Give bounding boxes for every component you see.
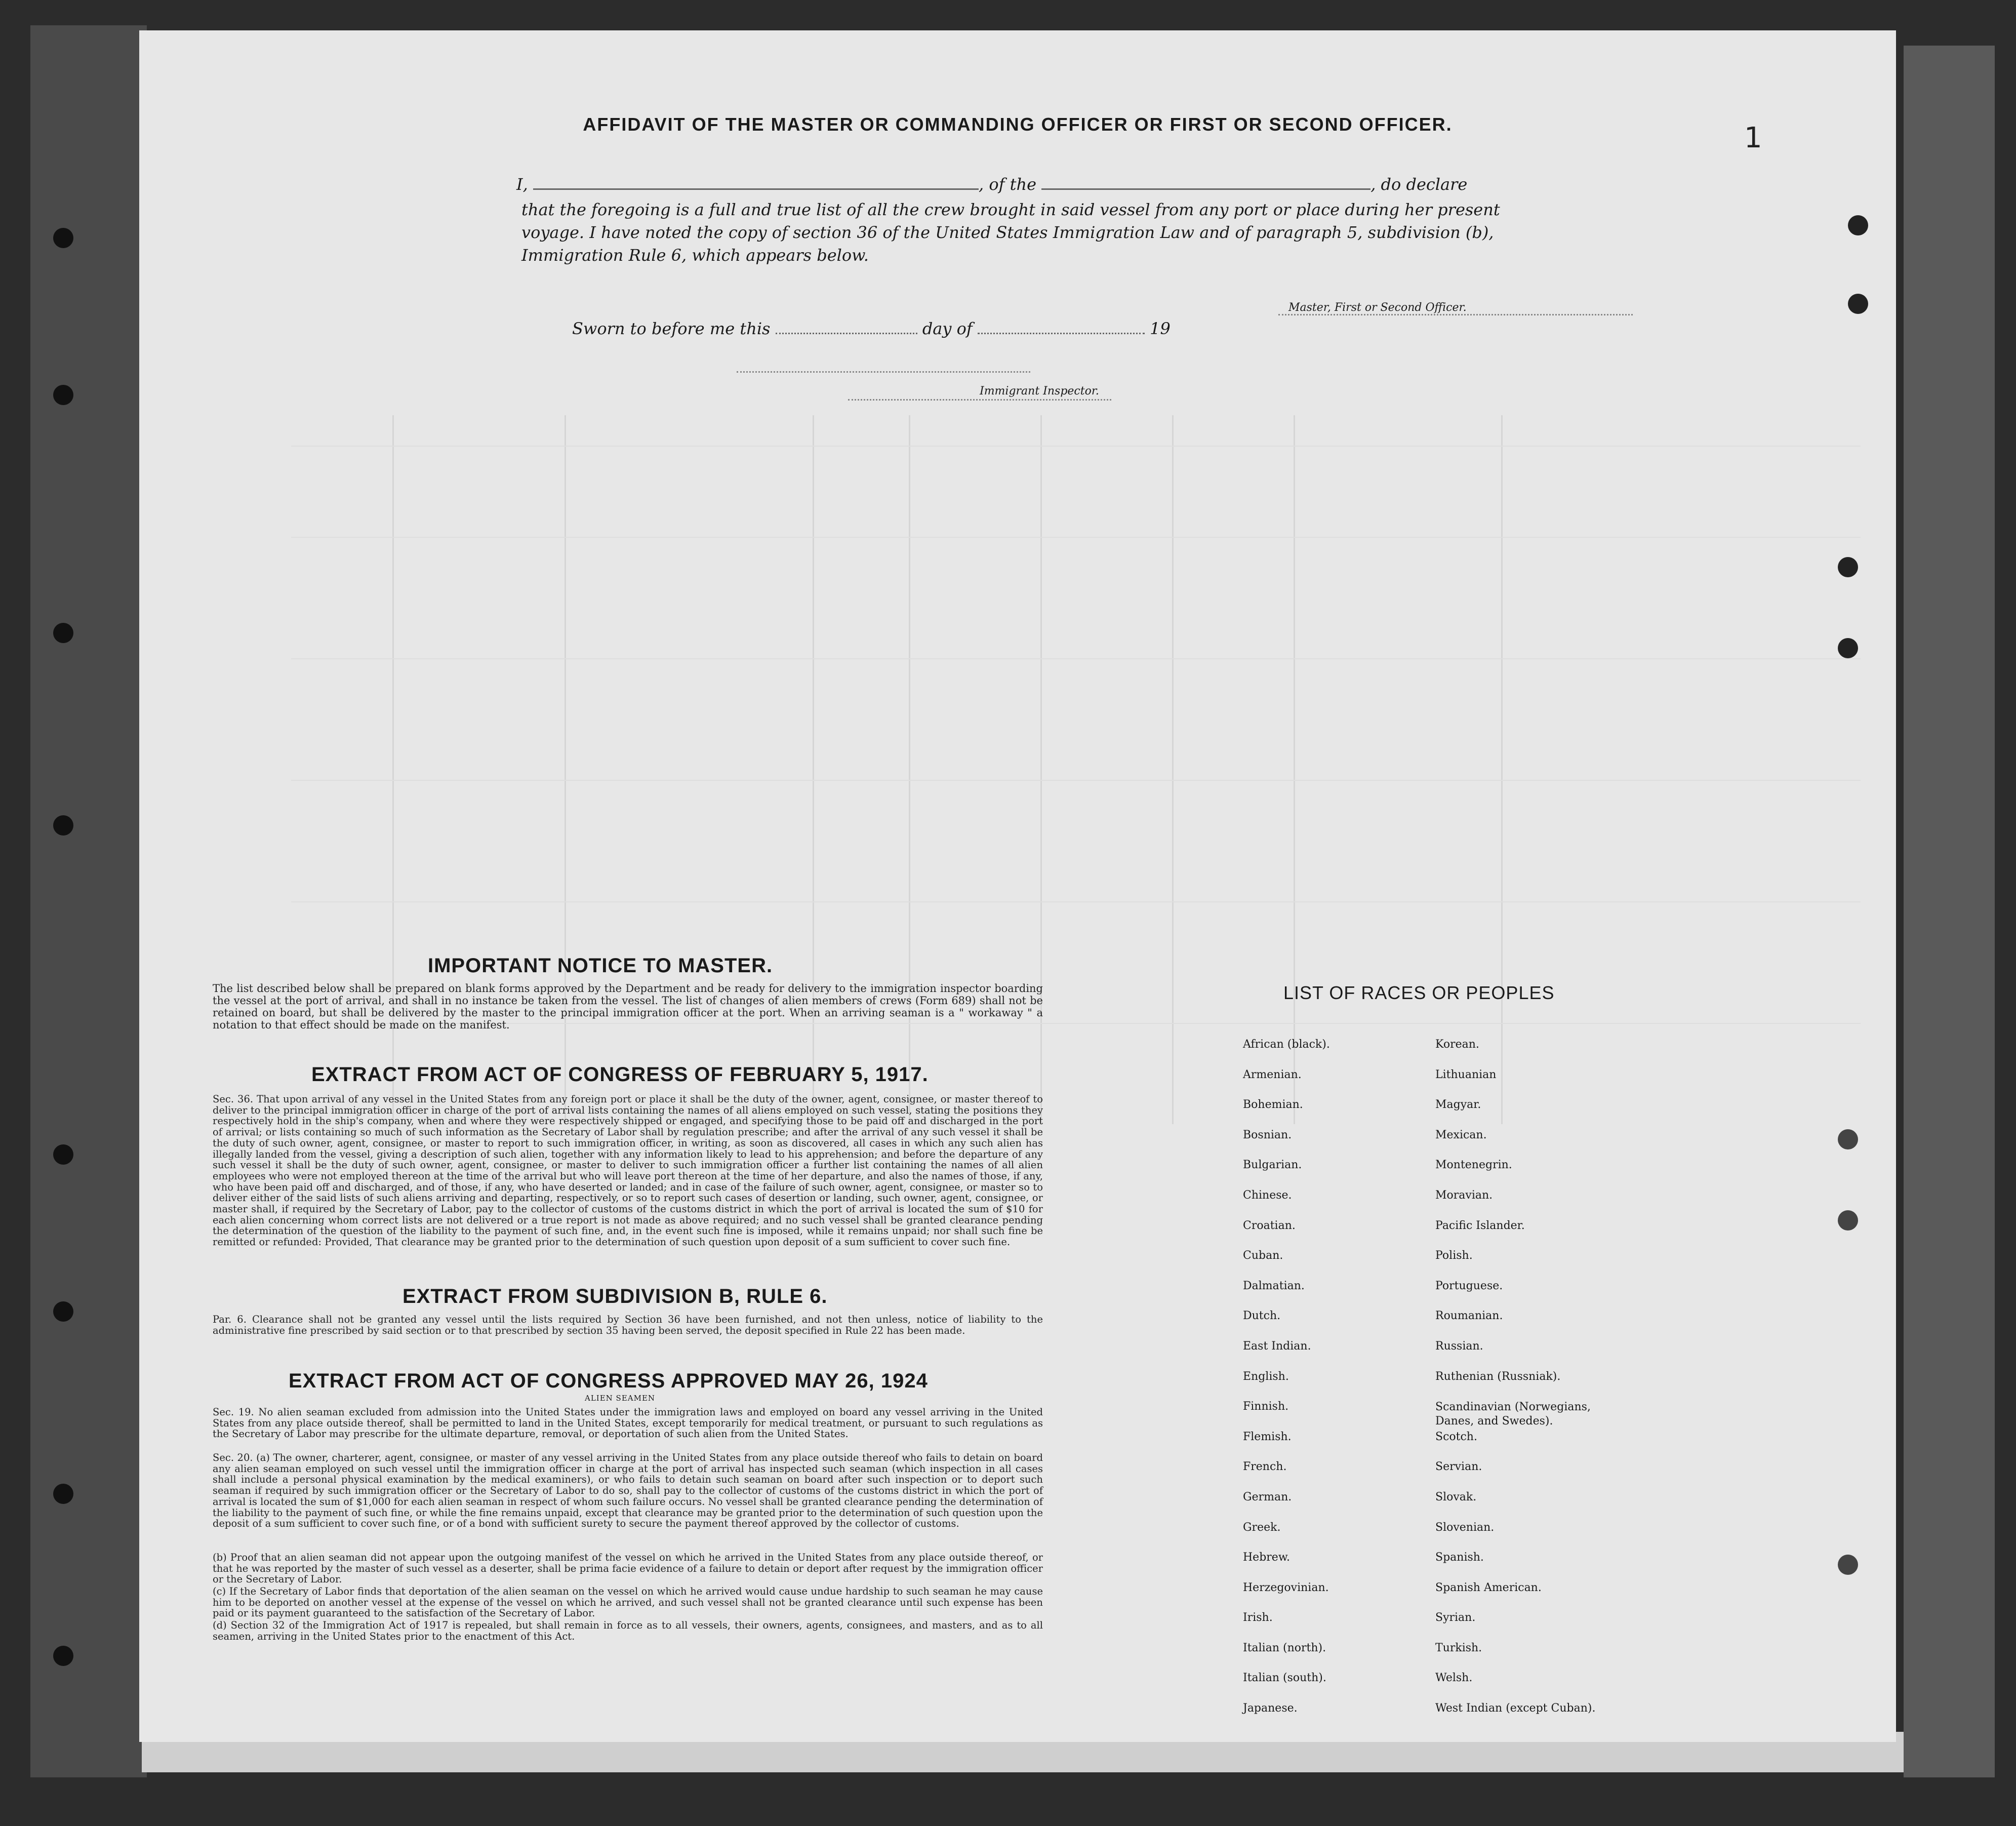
sworn-month-blank (978, 333, 1145, 334)
affidavit-line-3: voyage. I have noted the copy of section 36 of the United States Immigration Law and of paragraph 5, subdivision (b), (521, 223, 1494, 242)
extract-1924-sec20b: (b) Proof that an alien seaman did not appear upon the outgoing manifest of the vessel on which he arrived in the United States from any place outside thereof, or that he was reported by the master of such vessel as a deserter, shall be prima facie evidence of a failure to detain or deport after request by the immigration officer or the Secretary of Labor. (213, 1552, 1043, 1585)
race-item: Portuguese. (1435, 1279, 1503, 1292)
extract-1924-sec20c: (c) If the Secretary of Labor finds that deportation of the alien seaman on the vessel on which he arrived would cause undue hardship to such seaman he may cause him to be deported on another vessel at the expense of the vessel on which he arrived, and such vessel shall not be granted clearance until such expense has been paid or its payment guaranteed to the satisfaction of the Secretary of Labor. (213, 1585, 1043, 1619)
race-item: Greek. (1243, 1521, 1281, 1534)
race-item: Chinese. (1243, 1188, 1292, 1202)
race-item: West Indian (except Cuban). (1435, 1702, 1596, 1715)
race-item: Finnish. (1243, 1400, 1289, 1413)
race-item: Magyar. (1435, 1098, 1481, 1112)
race-item: Roumanian. (1435, 1309, 1503, 1323)
race-item: Pacific Islander. (1435, 1219, 1525, 1232)
corner-mark: 1 (1744, 122, 1762, 154)
race-item: German. (1243, 1490, 1292, 1503)
notice-title: IMPORTANT NOTICE TO MASTER. (428, 955, 773, 977)
sworn-text: Sworn to before me this (572, 319, 771, 338)
race-item: Slovak. (1435, 1490, 1477, 1503)
affidavit-of-the: , of the (978, 175, 1037, 194)
binder-hole (53, 815, 73, 836)
binder-strip (30, 25, 147, 1777)
inspector-signature-line-2 (848, 399, 1111, 401)
race-item: East Indian. (1243, 1339, 1311, 1353)
extract-1924-subtitle: ALIEN SEAMEN (585, 1394, 656, 1403)
race-item: Flemish. (1243, 1430, 1292, 1443)
race-item: Montenegrin. (1435, 1159, 1512, 1172)
master-name-blank (533, 188, 979, 190)
race-item: Russian. (1435, 1339, 1483, 1353)
race-item: Lithuanian (1435, 1068, 1497, 1081)
extract-1924-sec20a: Sec. 20. (a) The owner, charterer, agent, consignee, or master of any vessel arriving in the United States from any place outside thereof who fails to detain on board any alien seaman employed on such vessel until the immigration officer in charge at the port of arrival has inspected such seaman (which inspection in all cases shall include a personal physical examination by the medical examiners), or who fails to detain such seaman on board after such inspection or to deport such seaman if required by such immigration officer or the Secretary of Labor to do so, shall pay to the collector of customs of the customs district in which the port of arrival is located the sum of $1,000 for each alien seaman in respect of whom such failure occurs. No vessel shall be granted clearance pending the determination of the liability to the payment of such fine, or while the fine remains unpaid, except that clearance may be granted prior to the determination of such question upon the deposit of a sum sufficient to cover such fine, or of a bond with sufficient surety to secure the payment thereof approved by the collector of customs. (213, 1452, 1043, 1530)
vessel-name-blank (1041, 188, 1370, 190)
binder-hole (1848, 215, 1868, 235)
inspector-signature-line-1 (737, 371, 1030, 373)
subdivision-b-text: Par. 6. Clearance shall not be granted any vessel until the lists required by Section 36 have been furnished, and not then unless, notice of liability to the administrative fine prescribed by said section or to that prescribed by section 35 having been served, the deposit specified in Rule 22 has been made. (213, 1314, 1043, 1336)
race-item: Moravian. (1435, 1188, 1493, 1202)
binder-hole (1838, 1129, 1858, 1149)
extract-1924-sec19: Sec. 19. No alien seaman excluded from admission into the United States under the immigration laws and employed on board any vessel arriving in the United States from any place outside thereof, shall be permitted to land in the United States, except temporarily for medical treatment, or pursuant to such regulations as the Secretary of Labor may prescribe for the ultimate departure, removal, or deportation of such alien from the United States. (213, 1406, 1043, 1440)
stacked-pages-edge (1904, 46, 1995, 1777)
subdivision-b-title: EXTRACT FROM SUBDIVISION B, RULE 6. (402, 1285, 828, 1307)
race-item: Welsh. (1435, 1672, 1473, 1685)
binder-hole (53, 1301, 73, 1322)
race-item: Japanese. (1243, 1702, 1298, 1715)
race-item: Ruthenian (Russniak). (1435, 1370, 1561, 1383)
races-right-column (1435, 1038, 1790, 1732)
binder-hole (53, 623, 73, 643)
race-item: Scotch. (1435, 1430, 1477, 1443)
race-item: Servian. (1435, 1460, 1482, 1474)
race-item: Bohemian. (1243, 1098, 1303, 1112)
race-item: Mexican. (1435, 1128, 1487, 1141)
binder-hole (1838, 1555, 1858, 1575)
sworn-day-blank (776, 333, 917, 334)
sworn-day-of: day of (922, 319, 973, 338)
sworn-line (572, 319, 1171, 338)
affidavit-line-1 (516, 175, 1467, 194)
affidavit-line-4: Immigration Rule 6, which appears below. (521, 246, 869, 265)
affidavit-do-declare: , do declare (1370, 175, 1468, 194)
race-item: Herzegovinian. (1243, 1581, 1329, 1594)
race-item: Armenian. (1243, 1068, 1302, 1081)
binder-hole (53, 1646, 73, 1666)
races-left-column (1243, 1038, 1445, 1732)
race-item: Italian (north). (1243, 1641, 1326, 1654)
affidavit-i: I, (516, 175, 528, 194)
inspector-caption: Immigrant Inspector. (980, 385, 1099, 398)
binder-hole (53, 385, 73, 405)
notice-text: The list described below shall be prepared on blank forms approved by the Department and be ready for delivery to the immigration inspector boarding the vessel at the port of arrival, and shall in no instance be taken from the vessel. The list of changes of alien members of crews (Form 689) shall not be retained on board, but shall be delivered by the master to the principal immigration officer at the port. When an arriving seaman is a " workaway " a notation to that effect should be made on the manifest. (213, 982, 1043, 1031)
races-title: LIST OF RACES OR PEOPLES (1283, 982, 1555, 1003)
affidavit-title: AFFIDAVIT OF THE MASTER OR COMMANDING OFFICER OR FIRST OR SECOND OFFICER. (583, 114, 1453, 135)
race-item: Slovenian. (1435, 1521, 1495, 1534)
race-item: Spanish. (1435, 1551, 1484, 1564)
race-item: Dalmatian. (1243, 1279, 1305, 1292)
document-page (139, 30, 1896, 1742)
race-item: Croatian. (1243, 1219, 1296, 1232)
race-item: English. (1243, 1370, 1289, 1383)
binder-hole (53, 1484, 73, 1504)
affidavit-line-2: that the foregoing is a full and true list of all the crew brought in said vessel from any port or place during her present (521, 200, 1500, 219)
race-item: Spanish American. (1435, 1581, 1542, 1594)
race-item: Syrian. (1435, 1611, 1476, 1624)
race-item: Scandinavian (Norwegians, Danes, and Swedes). (1435, 1401, 1591, 1428)
race-item: French. (1243, 1460, 1287, 1474)
sworn-year: 19 (1150, 319, 1171, 338)
race-item: Dutch. (1243, 1309, 1281, 1323)
race-item: Cuban. (1243, 1249, 1283, 1262)
binder-hole (53, 228, 73, 248)
race-item: Bosnian. (1243, 1128, 1292, 1141)
binder-hole (1848, 294, 1868, 314)
signature-line (1278, 314, 1633, 315)
binder-hole (1838, 1210, 1858, 1230)
race-item: Italian (south). (1243, 1672, 1326, 1685)
race-item: Bulgarian. (1243, 1159, 1302, 1172)
race-item: Polish. (1435, 1249, 1473, 1262)
binder-hole (53, 1144, 73, 1165)
extract-1924-sec20d: (d) Section 32 of the Immigration Act of 1917 is repealed, but shall remain in force as to all vessels, their owners, agents, consignees, and masters, and as to all seamen, arriving in the United States prior to the enactment of this Act. (213, 1619, 1043, 1642)
race-item: Turkish. (1435, 1641, 1482, 1654)
race-item: African (black). (1243, 1038, 1330, 1051)
race-item: Korean. (1435, 1038, 1479, 1051)
extract-1924-title: EXTRACT FROM ACT OF CONGRESS APPROVED MAY 26, 1924 (289, 1370, 928, 1392)
race-item: Hebrew. (1243, 1551, 1291, 1564)
extract-1917-title: EXTRACT FROM ACT OF CONGRESS OF FEBRUARY 5, 1917. (311, 1063, 929, 1086)
race-item: Irish. (1243, 1611, 1273, 1624)
extract-1917-text: Sec. 36. That upon arrival of any vessel in the United States from any foreign port or place it shall be the duty of the owner, agent, consignee, or master thereof to deliver to the principal immigration officer in charge of the port of arrival lists containing the names of all aliens employed on such vessel, stating the positions they respectively hold in the ship's company, when and where they were respectively shipped or engaged, and specifying those to be paid off and discharged in the port of arrival; or lists containing so much of such information as the Secretary of Labor shall by regulation prescribe; and after the arrival of any such vessel it shall be the duty of such owner, agent, consignee, or master to report to such immigration officer, in writing, as soon as discovered, all cases in which any such alien has illegally landed from the vessel, giving a description of such alien, together with any information likely to lead to his apprehension; and before the departure of any such vessel it shall be the duty of such owner, agent, consignee, or master to deliver to such immigration officer a further list containing the names of all alien employees who were not employed thereon at the time of the arrival but who will leave port thereon at the time of her departure, and also the names of those, if any, who have been paid off and discharged, and of those, if any, who have deserted or landed; and in case of the failure of such owner, agent, consignee, or master so to deliver either of the said lists of such aliens arriving and departing, respectively, or so to report such cases of desertion or landing, such owner, agent, consignee, or master shall, if required by the Secretary of Labor, pay to the collector of customs of the customs district in which the port of arrival is located the sum of $10 for each alien concerning whom correct lists are not delivered or a true report is not made as above required; and no such vessel shall be granted clearance pending the determination of the question of the liability to the payment of such fine, and, in the event such fine is imposed, while it remains unpaid; nor shall such fine be remitted or refunded: Provided, That clearance may be granted prior to the determination of such question upon deposit of a sum sufficient to cover such fine. (213, 1093, 1043, 1248)
signature-caption: Master, First or Second Officer. (1288, 301, 1467, 314)
